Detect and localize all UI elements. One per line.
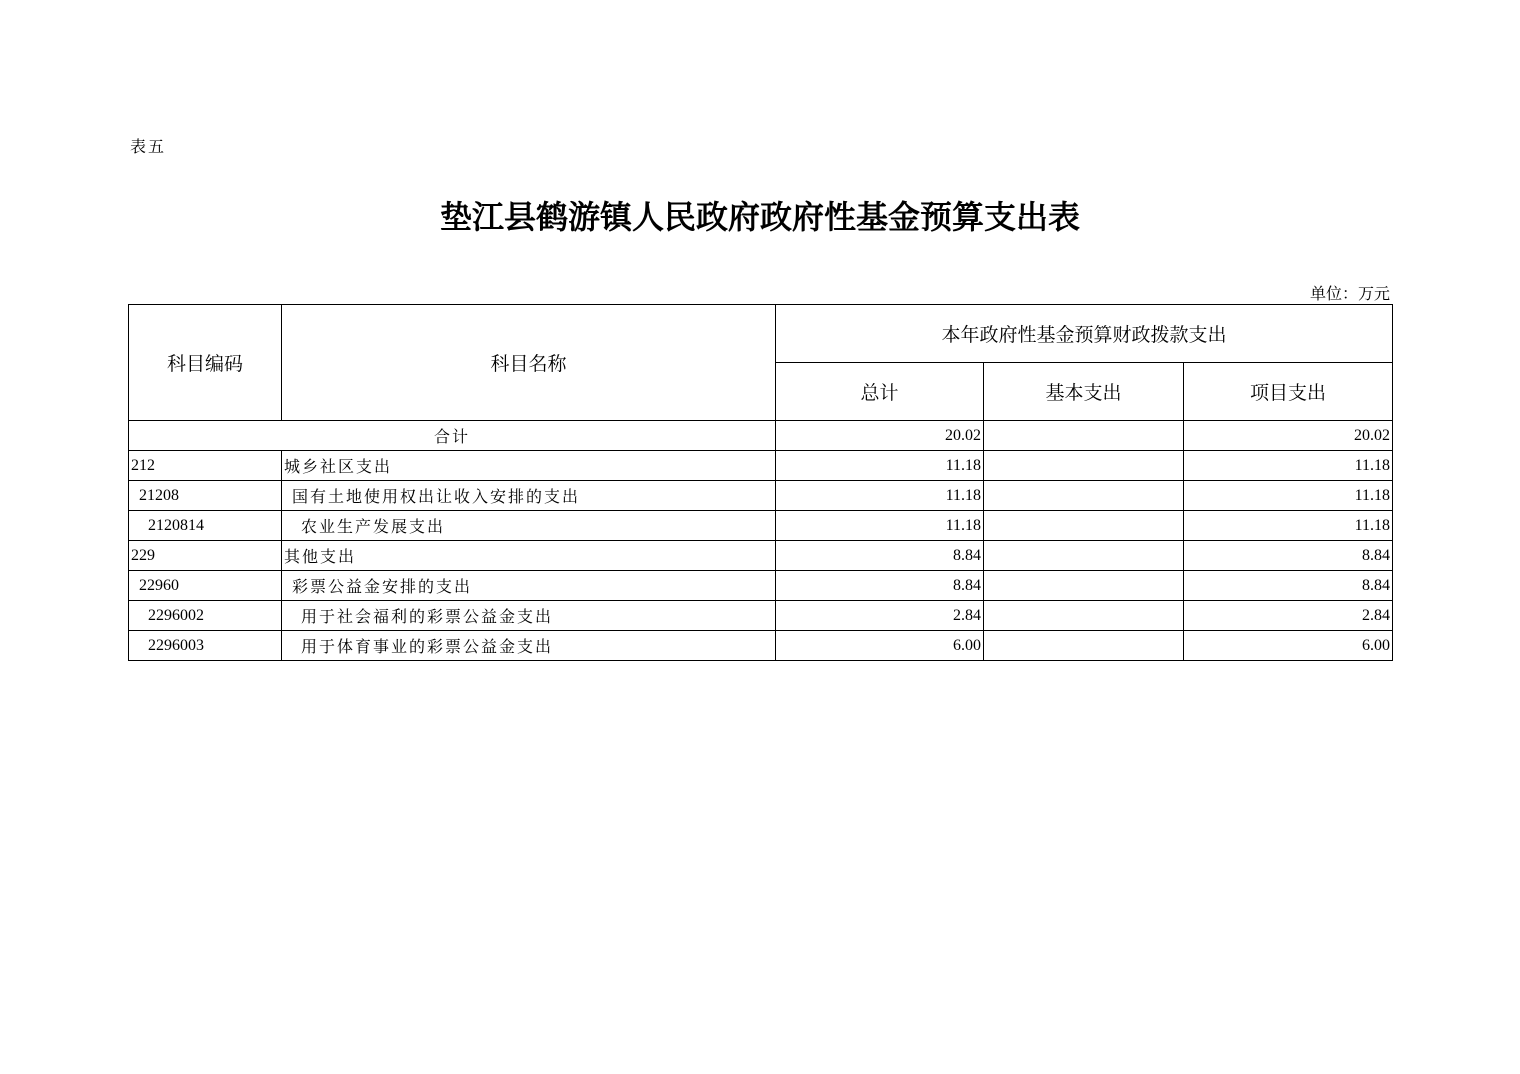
summary-total: 20.02	[776, 421, 984, 451]
row-total: 8.84	[776, 541, 984, 571]
row-basic	[984, 631, 1184, 661]
table-row	[129, 511, 1393, 541]
column-header-basic: 基本支出	[984, 363, 1184, 421]
row-code: 21208	[129, 481, 282, 511]
row-project: 6.00	[1184, 631, 1393, 661]
row-basic	[984, 481, 1184, 511]
row-basic	[984, 571, 1184, 601]
row-total: 8.84	[776, 571, 984, 601]
row-basic	[984, 451, 1184, 481]
row-code: 2296003	[129, 631, 282, 661]
row-total: 6.00	[776, 631, 984, 661]
budget-table	[128, 304, 1393, 661]
row-project: 11.18	[1184, 451, 1393, 481]
row-code: 2120814	[129, 511, 282, 541]
row-project: 11.18	[1184, 481, 1393, 511]
header-row-1	[129, 305, 1393, 363]
row-project: 8.84	[1184, 541, 1393, 571]
row-project: 8.84	[1184, 571, 1393, 601]
row-name: 国有土地使用权出让收入安排的支出	[282, 481, 776, 511]
row-basic	[984, 601, 1184, 631]
column-header-project: 项目支出	[1184, 363, 1393, 421]
summary-row	[129, 421, 1393, 451]
table-row	[129, 631, 1393, 661]
row-name: 用于体育事业的彩票公益金支出	[282, 631, 776, 661]
row-total: 11.18	[776, 511, 984, 541]
page-title: 垫江县鹤游镇人民政府政府性基金预算支出表	[439, 199, 1080, 235]
table-row	[129, 451, 1393, 481]
row-project: 11.18	[1184, 511, 1393, 541]
row-code: 229	[129, 541, 282, 571]
row-code: 212	[129, 451, 282, 481]
row-name: 其他支出	[282, 541, 776, 571]
summary-label: 合计	[129, 421, 776, 451]
row-name: 彩票公益金安排的支出	[282, 571, 776, 601]
row-code: 2296002	[129, 601, 282, 631]
row-total: 11.18	[776, 451, 984, 481]
row-code: 22960	[129, 571, 282, 601]
row-basic	[984, 541, 1184, 571]
unit-label: 单位：万元	[1309, 286, 1390, 303]
row-project: 2.84	[1184, 601, 1393, 631]
row-name: 用于社会福利的彩票公益金支出	[282, 601, 776, 631]
row-total: 11.18	[776, 481, 984, 511]
column-group-header: 本年政府性基金预算财政拨款支出	[776, 305, 1393, 363]
table-row	[129, 601, 1393, 631]
table-number-label: 表五	[130, 139, 167, 156]
table-row	[129, 571, 1393, 601]
row-basic	[984, 511, 1184, 541]
column-header-code: 科目编码	[129, 305, 282, 421]
column-header-total: 总计	[776, 363, 984, 421]
column-header-name: 科目名称	[282, 305, 776, 421]
row-name: 农业生产发展支出	[282, 511, 776, 541]
summary-basic	[984, 421, 1184, 451]
row-total: 2.84	[776, 601, 984, 631]
summary-project: 20.02	[1184, 421, 1393, 451]
table-row	[129, 541, 1393, 571]
row-name: 城乡社区支出	[282, 451, 776, 481]
table-row	[129, 481, 1393, 511]
